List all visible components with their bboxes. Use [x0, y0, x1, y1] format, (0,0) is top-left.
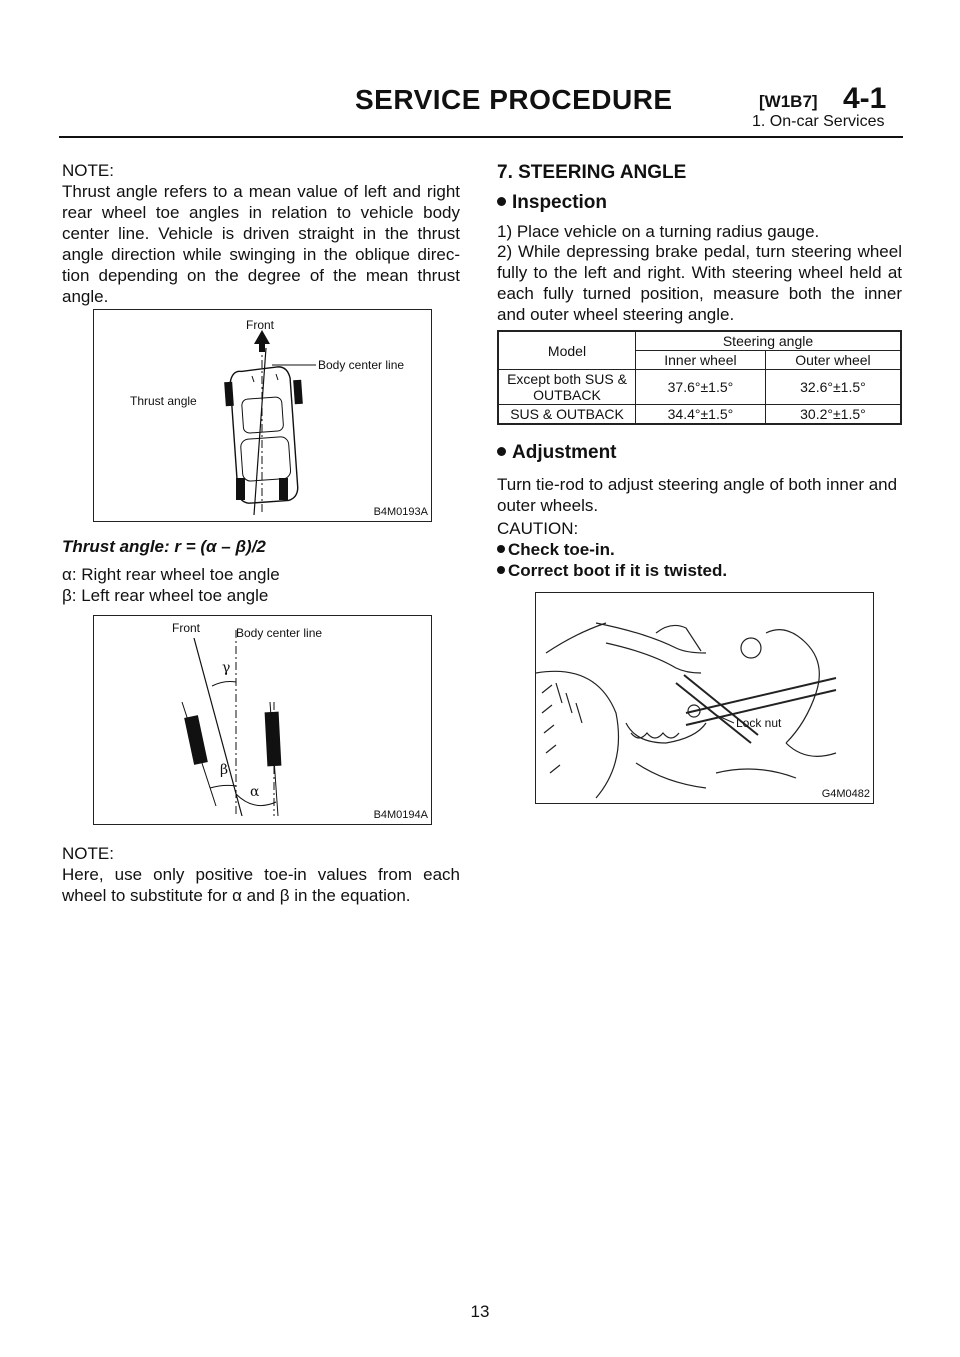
beta-definition: β: Left rear wheel toe angle — [62, 586, 269, 605]
fig1-code: B4M0193A — [373, 506, 428, 518]
table-cell-outer: 30.2°±1.5° — [765, 405, 901, 425]
inspection-title: Inspection — [512, 192, 608, 213]
header-rule — [59, 136, 903, 138]
caution-block — [497, 518, 902, 581]
fig2-front-label: Front — [172, 621, 201, 635]
note-1-label: NOTE: — [62, 161, 114, 180]
toe-angle-diagram — [94, 616, 431, 824]
tie-rod-illustration — [536, 593, 873, 803]
note-2-text: Here, use only positive toe-in values from each wheel to substitute for α and β in the equation. — [62, 865, 460, 905]
note-1 — [62, 160, 460, 307]
table-header-model: Model — [498, 331, 636, 370]
fig1-front-label: Front — [246, 318, 275, 332]
fig2-body-center-label: Body center line — [236, 626, 323, 640]
table-row — [498, 405, 901, 425]
table-header-steering-angle: Steering angle — [636, 331, 902, 351]
caution-item: Check toe-in. — [497, 539, 902, 560]
caution-label: CAUTION: — [497, 519, 579, 538]
page-header-title: SERVICE PROCEDURE — [355, 84, 673, 115]
table-header-outer: Outer wheel — [765, 351, 901, 370]
thrust-formula: Thrust angle: r = (α – β)/2 — [62, 537, 266, 556]
note-1-text: Thrust angle refers to a mean value of left and right rear wheel toe angles in relation to vehicle body center line. Vehicle is driven straight in the thrust angle direction while swinging in the oblique direc- tion depending on the degree of the mean thrust angle. — [62, 182, 460, 306]
fig1-thrust-label: Thrust angle — [130, 394, 197, 408]
bullet-icon — [497, 447, 506, 456]
figure-tie-rod-lock-nut — [535, 592, 874, 804]
fig3-lock-nut-label: Lock nut — [736, 716, 782, 730]
section-title: 7. STEERING ANGLE — [497, 162, 687, 183]
page-header-section: 4-1 — [843, 82, 887, 115]
inspection-step-2: 2) While depressing brake pedal, turn steering wheel fully to the left and right. With steering wheel held at each fully turned position, measure both the inner and outer wheel steering angle. — [497, 242, 902, 324]
fig1-body-center-label: Body center line — [318, 358, 405, 372]
inspection-heading — [497, 192, 902, 214]
figure-thrust-angle — [93, 309, 432, 522]
table-row — [498, 370, 901, 405]
fig2-beta-label: β — [220, 762, 229, 778]
adjustment-text: Turn tie-rod to adjust steering angle of both inner and outer wheels. — [497, 475, 898, 515]
table-cell-inner: 34.4°±1.5° — [636, 405, 766, 425]
table-cell-model: Except both SUS & OUTBACK — [498, 370, 636, 405]
page-header-subtitle: 1. On-car Services — [752, 113, 885, 130]
bullet-icon — [497, 197, 506, 206]
note-2 — [62, 843, 460, 906]
fig2-gamma-label: γ — [222, 660, 231, 676]
steering-angle-table — [497, 330, 902, 425]
bullet-icon — [497, 545, 505, 553]
table-cell-model: SUS & OUTBACK — [498, 405, 636, 425]
bullet-icon — [497, 566, 505, 574]
fig3-code: G4M0482 — [821, 788, 870, 800]
adjustment-title: Adjustment — [512, 442, 617, 463]
page-header-code: [W1B7] — [759, 92, 818, 111]
table-cell-outer: 32.6°±1.5° — [765, 370, 901, 405]
table-header-inner: Inner wheel — [636, 351, 766, 370]
page-number: 13 — [470, 1302, 490, 1321]
inspection-step-1: 1) Place vehicle on a turning radius gauge. — [497, 222, 820, 241]
figure-toe-angles — [93, 615, 432, 825]
alpha-definition: α: Right rear wheel toe angle — [62, 565, 280, 584]
thrust-angle-diagram — [94, 310, 431, 521]
adjustment-heading — [497, 442, 902, 464]
caution-item: Correct boot if it is twisted. — [497, 560, 902, 581]
note-2-label: NOTE: — [62, 844, 114, 863]
fig2-code: B4M0194A — [373, 809, 428, 821]
fig2-alpha-label: α — [250, 784, 260, 800]
table-cell-inner: 37.6°±1.5° — [636, 370, 766, 405]
